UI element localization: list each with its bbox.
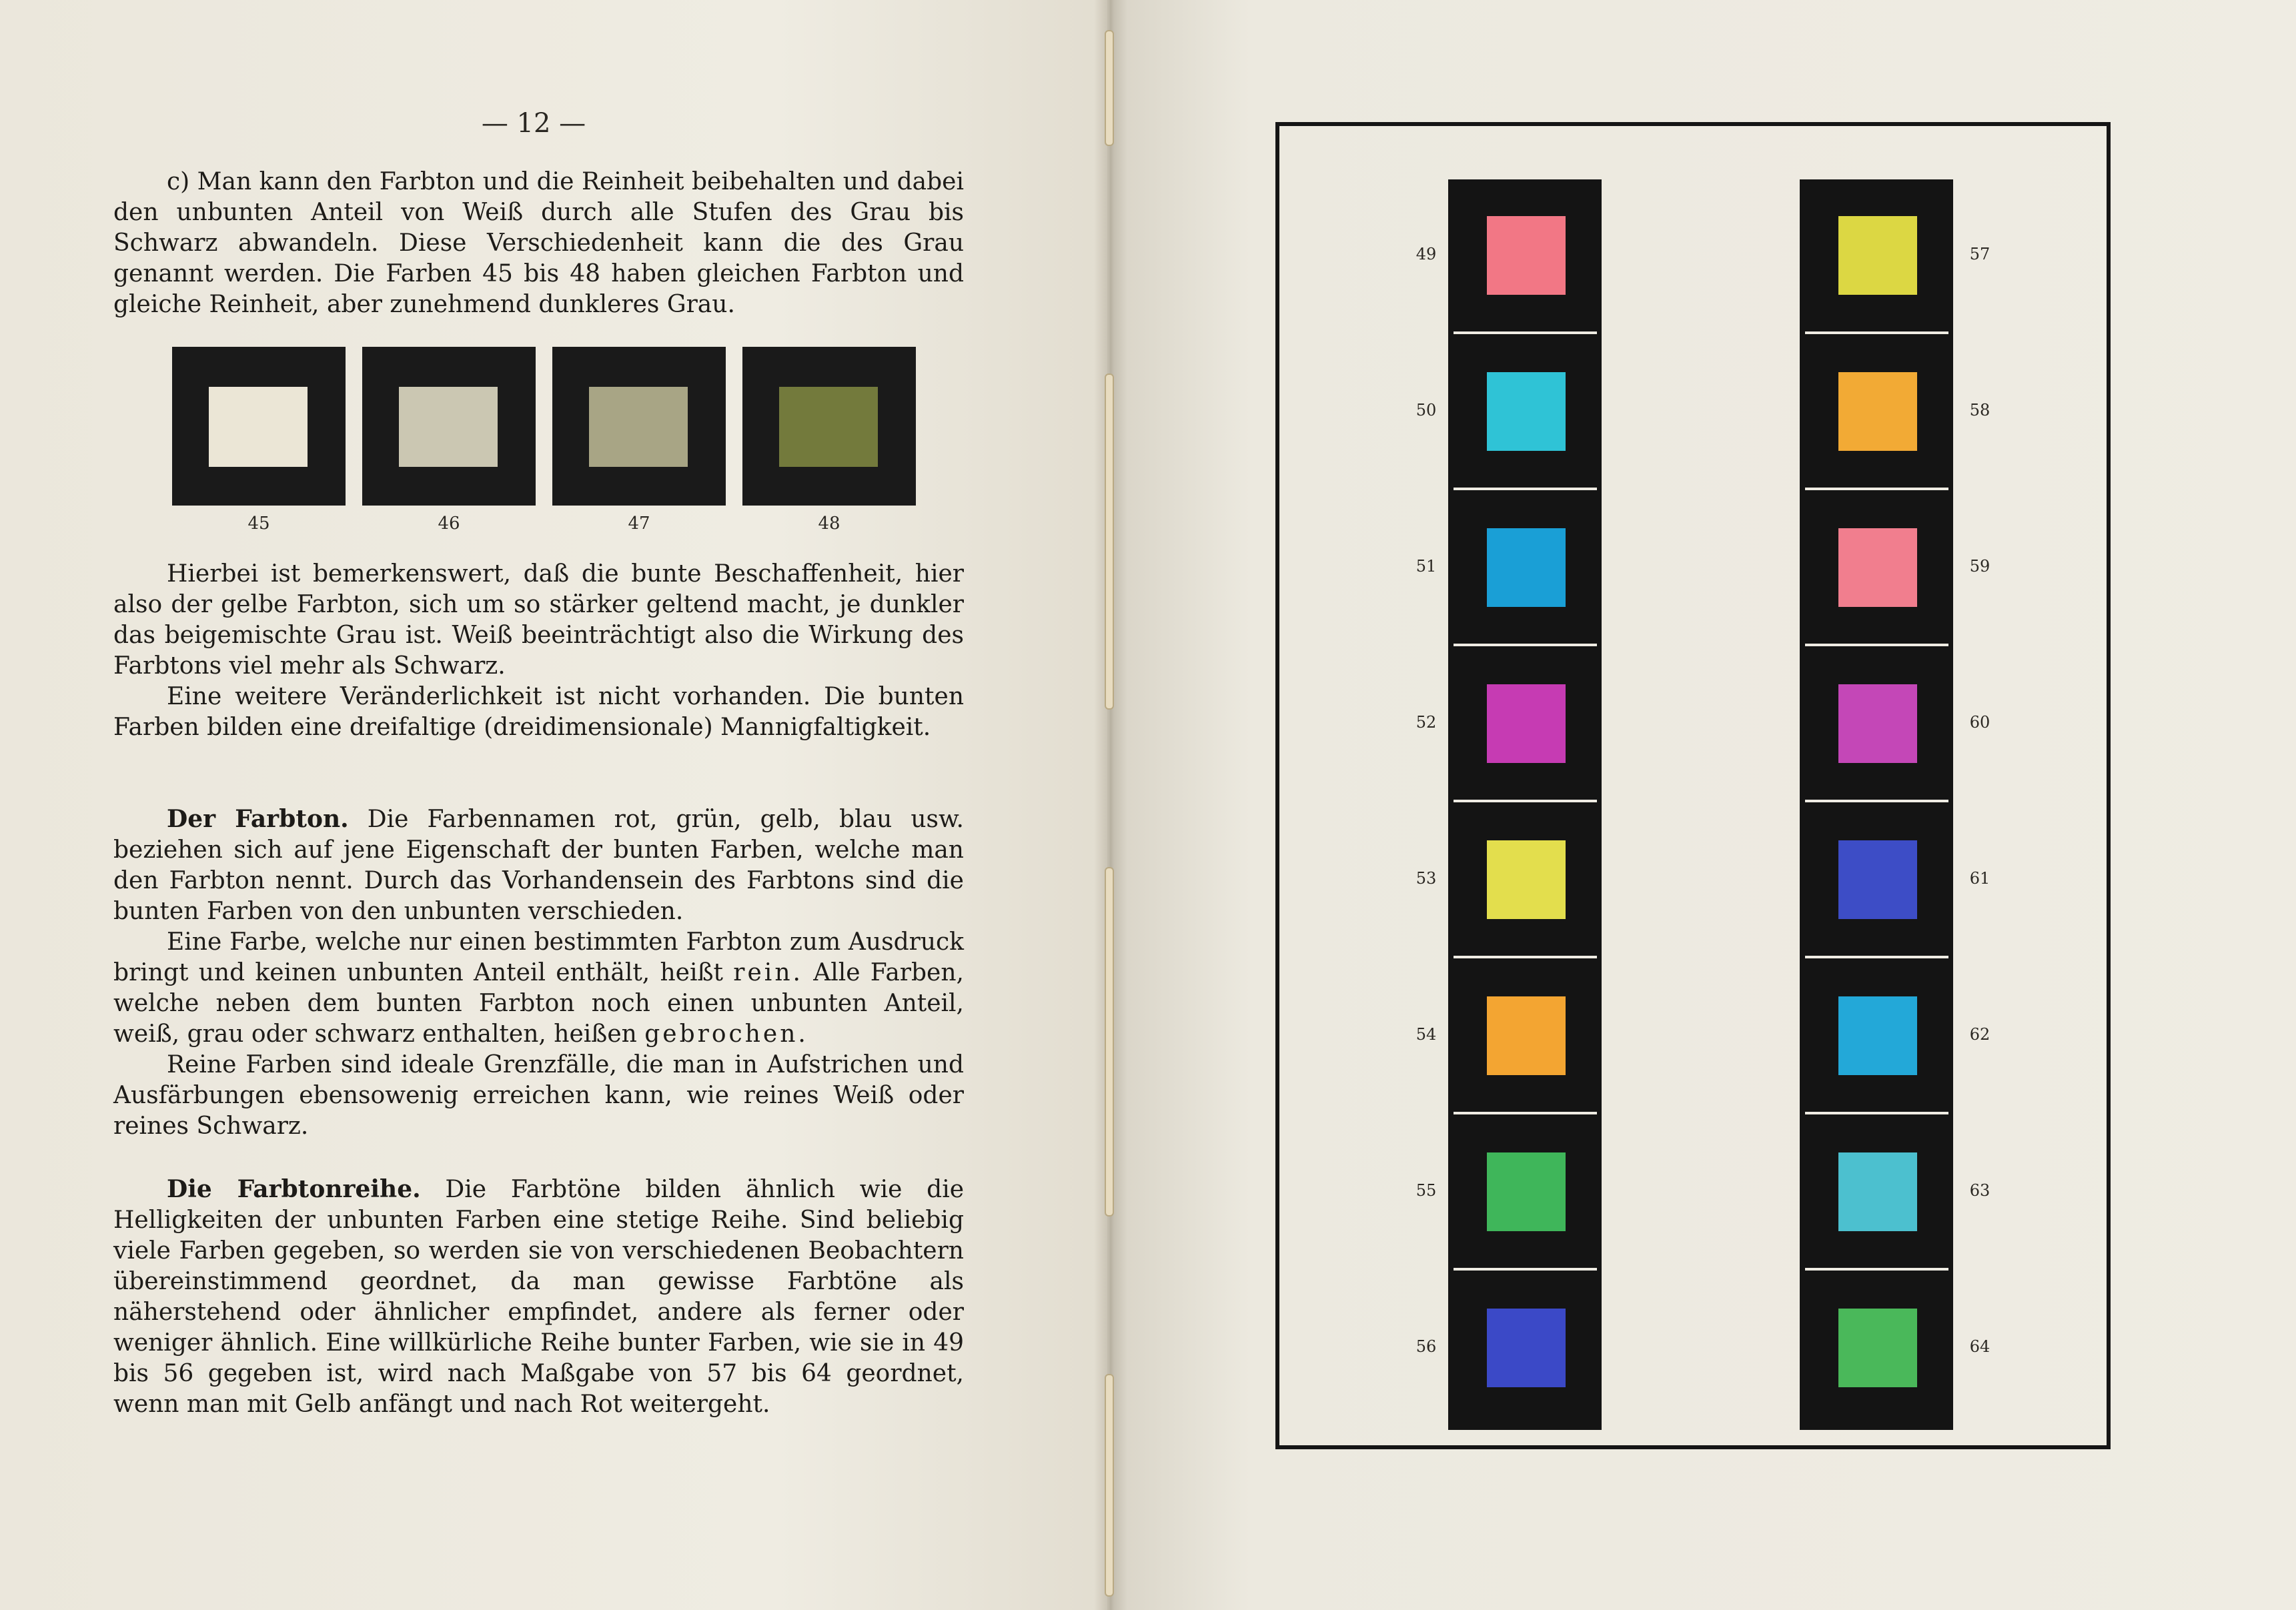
swatch-label: 52: [1415, 713, 1437, 732]
color-chip: [209, 387, 308, 467]
swatch-label: 49: [1415, 245, 1437, 263]
swatch-cell-54: [1448, 960, 1602, 1110]
strip-divider: [1454, 1112, 1597, 1114]
swatch-cell-57: [1800, 179, 1953, 330]
section-farbtonreihe: [113, 1174, 964, 1420]
swatch-card-47: [552, 347, 726, 534]
strip-divider: [1454, 488, 1597, 490]
strip-divider: [1805, 331, 1948, 334]
paragraph-c: [113, 167, 964, 320]
swatch-label: 45: [247, 514, 270, 534]
grey-swatch-row: [172, 347, 906, 547]
color-chip: [1838, 1309, 1917, 1387]
color-chip: [1487, 684, 1566, 763]
paragraph-text: Reine Farben sind ideale Grenzfälle, die man in Aufstrichen und Ausfärbungen ebensowenig erreichen kann, wie reines Weiß oder reines Schwarz.: [113, 1051, 964, 1140]
color-chip: [1838, 372, 1917, 451]
swatch-cell-55: [1448, 1116, 1602, 1267]
swatch-cell-63: [1800, 1116, 1953, 1267]
strip-divider: [1805, 488, 1948, 490]
color-chip: [399, 387, 498, 467]
swatch-label: 48: [818, 514, 840, 534]
color-chip: [1838, 684, 1917, 763]
swatch-cell-64: [1800, 1272, 1953, 1423]
swatch-strip-57-64: [1800, 179, 1953, 1430]
color-chip: [1487, 216, 1566, 295]
color-chip: [1838, 528, 1917, 607]
emphasized-term: gebrochen.: [644, 1020, 808, 1048]
strip-divider: [1805, 800, 1948, 802]
swatch-card-45: [172, 347, 346, 534]
swatch-label: 59: [1969, 557, 1990, 576]
swatch-cell-59: [1800, 492, 1953, 642]
paragraph-text: Die Farbtöne bilden ähnlich wie die Helligkeiten der unbunten Farben eine stetige Reihe. Sind beliebig viele Farben gegeben, so werden sie von verschiedenen Beobachtern übereinstimmend geordnet, da man gewisse Farbtöne als näherstehend oder ähnlicher empfindet, andere als ferner oder weniger ähnlich. Eine willkürliche Reihe bunter Farben, wie sie in 49 bis 56 gegeben ist, wird nach Maßgabe von 57 bis 64 geordnet, wenn man mit Gelb anfängt und nach Rot weitergeht.: [113, 1176, 965, 1418]
paragraph-text: Eine weitere Veränderlichkeit ist nicht vorhanden. Die bunten Farben bilden eine dreifaltige (dreidimensionale) Mannigfaltigkeit.: [113, 683, 964, 741]
swatch-label: 63: [1969, 1181, 1990, 1200]
paragraph-text: c) Man kann den Farbton und die Reinheit beibehalten und dabei den unbunten Anteil von Weiß durch alle Stufen des Grau bis Schwarz abwandeln. Diese Verschiedenheit kann die des Grau genannt werden. Die Farben 45 bis 48 haben gleichen Farbton und gleiche Reinheit, aber zunehmend dunkleres Grau.: [113, 168, 964, 318]
swatch-label: 61: [1969, 869, 1990, 888]
swatch-label: 54: [1415, 1025, 1437, 1044]
swatch-label: 51: [1415, 557, 1437, 576]
strip-divider: [1454, 331, 1597, 334]
color-chip: [779, 387, 878, 467]
binding-thread: [1105, 30, 1114, 146]
color-plate-frame: [1275, 122, 2111, 1449]
color-chip: [1838, 840, 1917, 919]
swatch-label: 46: [438, 514, 460, 534]
binding-thread: [1105, 867, 1114, 1217]
color-chip: [589, 387, 688, 467]
emphasized-term: rein.: [733, 959, 803, 986]
swatch-label: 62: [1969, 1025, 1990, 1044]
strip-divider: [1805, 1112, 1948, 1114]
color-chip: [1487, 528, 1566, 607]
color-chip: [1487, 1152, 1566, 1231]
strip-divider: [1454, 644, 1597, 646]
swatch-card-48: [742, 347, 916, 534]
strip-divider: [1805, 1268, 1948, 1271]
swatch-label: 47: [628, 514, 650, 534]
strip-divider: [1805, 644, 1948, 646]
swatch-label: 56: [1415, 1337, 1437, 1356]
swatch-cell-53: [1448, 804, 1602, 954]
color-chip: [1487, 1309, 1566, 1387]
paragraph-text: Eine Farbe, welche nur einen bestimmten Farbton zum Ausdruck bringt und keinen unbunten Anteil enthält, heißt: [113, 928, 964, 986]
binding-thread: [1105, 1374, 1114, 1597]
color-chip: [1838, 1152, 1917, 1231]
swatch-label: 53: [1415, 869, 1437, 888]
swatch-cell-61: [1800, 804, 1953, 954]
paragraph-text: Alle Farben, welche neben dem bunten Farbton noch einen unbunten Anteil, weiß, grau oder schwarz enthalten, heißen: [113, 959, 964, 1048]
swatch-cell-49: [1448, 179, 1602, 330]
binding-thread: [1105, 373, 1114, 710]
swatch-label: 60: [1969, 713, 1990, 732]
color-chip: [1487, 840, 1566, 919]
section-heading: Der Farbton.: [167, 805, 349, 833]
color-chip: [1838, 996, 1917, 1075]
book-gutter: [1094, 0, 1127, 1610]
paragraph-hierbei: [113, 559, 964, 743]
section-farbton: [113, 804, 964, 1142]
swatch-cell-62: [1800, 960, 1953, 1110]
swatch-strip-49-56: [1448, 179, 1602, 1430]
swatch-cell-56: [1448, 1272, 1602, 1423]
strip-divider: [1454, 1268, 1597, 1271]
strip-divider: [1454, 800, 1597, 802]
swatch-cell-52: [1448, 648, 1602, 798]
color-chip: [1487, 372, 1566, 451]
swatch-cell-51: [1448, 492, 1602, 642]
swatch-cell-50: [1448, 335, 1602, 486]
paragraph-text: Hierbei ist bemerkenswert, daß die bunte Beschaffenheit, hier also der gelbe Farbton, sich um so stärker geltend macht, je dunkler das beigemischte Grau ist. Weiß beeinträchtigt also die Wirkung des Farbtons viel mehr als Schwarz.: [113, 560, 964, 680]
swatch-label: 58: [1969, 401, 1990, 420]
strip-divider: [1454, 956, 1597, 958]
swatch-label: 55: [1415, 1181, 1437, 1200]
strip-divider: [1805, 956, 1948, 958]
page-number: — 12 —: [481, 108, 586, 139]
swatch-label: 50: [1415, 401, 1437, 420]
color-chip: [1838, 216, 1917, 295]
swatch-label: 57: [1969, 245, 1990, 263]
swatch-cell-60: [1800, 648, 1953, 798]
section-heading: Die Farbtonreihe.: [167, 1175, 421, 1203]
paragraph-text: Die Farbennamen rot, grün, gelb, blau usw. beziehen sich auf jene Eigenschaft der bunten Farben, welche man den Farbton nennt. Durch das Vorhandensein des Farbtons sind die bunten Farben von den unbunten verschieden.: [113, 806, 964, 925]
swatch-cell-58: [1800, 335, 1953, 486]
swatch-label: 64: [1969, 1337, 1990, 1356]
swatch-card-46: [362, 347, 536, 534]
color-chip: [1487, 996, 1566, 1075]
